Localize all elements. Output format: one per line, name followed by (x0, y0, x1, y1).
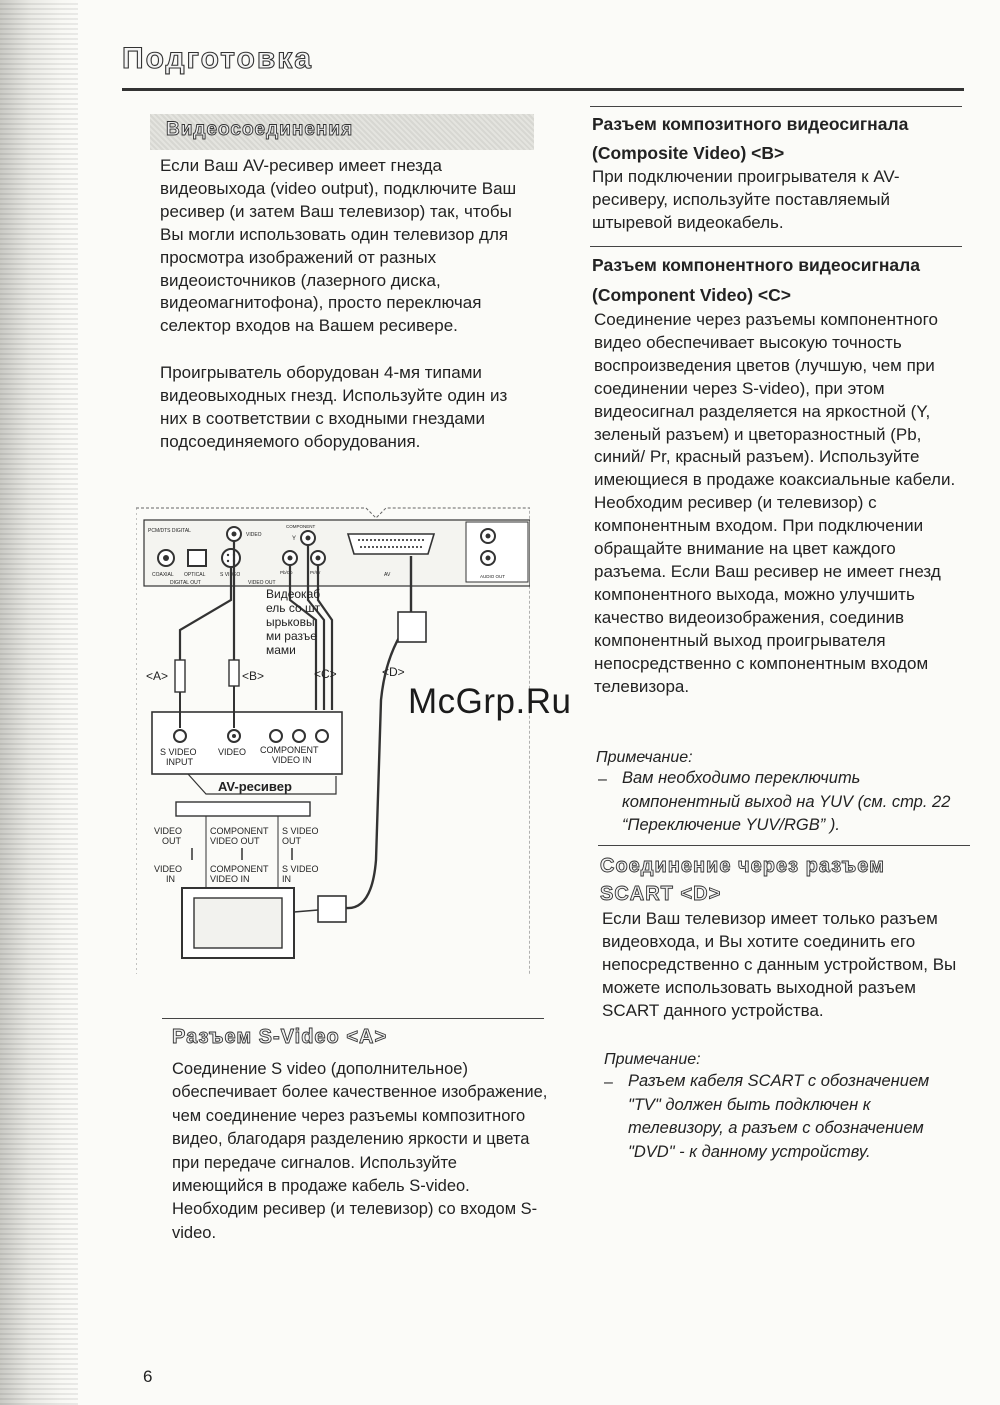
video-connections-heading: Видеосоединения (166, 119, 354, 140)
receiver-title: AV-ресивер (218, 779, 292, 794)
component-note-label: Примечание: (596, 749, 693, 766)
cable-note-line: ырьковы (266, 615, 315, 629)
connector-b-label: <B> (242, 669, 265, 683)
out-component-label: VIDEO OUT (210, 836, 260, 846)
label-pb: Pb/Cb (280, 570, 293, 575)
receiver-svideo-label: S VIDEO (160, 747, 197, 757)
page-title: Подготовка (122, 42, 313, 75)
scan-edge-shading (0, 0, 78, 1405)
label-coaxial: COAXIAL (152, 572, 174, 578)
in-svideo-label: IN (282, 874, 291, 884)
receiver-component-label: COMPONENT (260, 745, 319, 755)
out-svideo-label: S VIDEO (282, 826, 319, 836)
label-digital-out: DIGITAL OUT (170, 580, 201, 586)
in-component-label: COMPONENT (210, 864, 269, 874)
scart-socket (348, 534, 434, 554)
component-heading-line: Разъем компонентного видеосигнала (592, 255, 920, 275)
page-number: 6 (143, 1367, 153, 1386)
composite-heading-line: (Composite Video) <B> (592, 143, 785, 163)
label-y: Y (292, 536, 297, 542)
svideo-text: Соединение S video (дополнительное) обеспечивает более качественное изображение, чем соединение через разъемы композитного видео, благодаря разделению яркости и цвета при передаче сигналов. Используйте имеющийся в продаже кабель S-video. Необходим ресивер (и телевизор) со входом S-video. (172, 1060, 548, 1242)
watermark: McGrp.Ru (408, 682, 572, 721)
cable-note-line: ми разъе (266, 629, 317, 643)
optical-jack (188, 550, 206, 566)
label-video-out: VIDEO OUT (248, 580, 276, 586)
receiver-component-label: VIDEO IN (272, 755, 312, 765)
label-component: COMPONENT (286, 524, 316, 529)
out-component-label: COMPONENT (210, 826, 269, 836)
label-av: AV (384, 572, 391, 578)
scart-note-text: Разъем кабеля SCART с обозначением "TV" должен быть подключен к телевизору, а разъем с обозначением "DVD" - к данному устройству. (628, 1072, 930, 1161)
connector-c-label: <C> (314, 667, 337, 681)
scart-note-label: Примечание: (604, 1051, 701, 1068)
in-svideo-label: S VIDEO (282, 864, 319, 874)
composite-heading-line: Разъем композитного видеосигнала (592, 114, 909, 134)
scart-heading-line: SCART <D> (600, 883, 722, 905)
label-pcm: PCM/DTS DIGITAL (148, 528, 191, 534)
scart-plug-top (398, 612, 426, 642)
connector-a-label: <A> (146, 669, 169, 683)
label-optical: OPTICAL (184, 572, 206, 578)
composite-text: При подключении проигрывателя к AV-ресиверу, используйте поставляемый штыревой видеокабель. (592, 167, 900, 232)
video-connections-intro: Если Ваш AV-ресивер имеет гнезда видеовыхода (video output), подключите Ваш ресивер (и затем Ваш телевизор) так, чтобы Вы могли использовать один телевизор для просмотра изображений от разных видеоисточников (лазерного диска, видеомагнитофона), просто переключая селектор входов на Вашем ресивере. (160, 156, 517, 336)
label-video: VIDEO (246, 532, 262, 538)
title-rule (122, 88, 964, 91)
out-video-label: OUT (162, 836, 181, 846)
svideo-jack (222, 549, 240, 567)
label-audio-out: AUDIO OUT (480, 574, 506, 579)
scart-rule (598, 845, 970, 846)
svideo-heading: Разъем S-Video <A> (172, 1026, 388, 1048)
cable-note-line: мами (266, 643, 296, 657)
component-text: Соединение через разъемы компонентного видео обеспечивает высокую точность воспроизведения цветов (лучшую, чем при соединении через S-video), при этом видеосигнал разделяется на яркостной (Y, зеленый разъем) и цветоразностный (Pb, синий/ Pr, красный разъем). Используйте имеющиеся в продаже коаксиальные кабели. Необходим ресивер (и телевизор) с компонентным входом. При подключении обращайте внимание на цвет каждого разъема. Если Ваш ресивер не имеет гнезд компонентного выхода, можно улучшить качество видеоизображения, соединив компонентный выход проигрывателя непосредственно с компонентным входом телевизора. (594, 310, 956, 696)
component-heading-line: (Component Video) <C> (592, 285, 791, 305)
video-connections-types: Проигрыватель оборудован 4-мя типами видеовыходных гнезд. Используйте один из них в соответствии с входными гнездами подсоединяемого оборудования. (160, 363, 508, 451)
connection-diagram (136, 500, 530, 978)
component-note-dash: – (598, 771, 607, 788)
cable-note-line: Видеокаб (266, 587, 321, 601)
receiver-svideo-label: INPUT (166, 757, 193, 767)
svideo-rule (162, 1018, 544, 1019)
scart-plug-bottom (318, 896, 346, 922)
component-note-text: Вам необходимо переключить компонентный выход на YUV (см. стр. 22 “Переключение YUV/RGB” ). (622, 769, 951, 834)
out-svideo-label: OUT (282, 836, 301, 846)
scart-text: Если Ваш телевизор имеет только разъем видеовхода, и Вы хотите соединить его непосредственно с данным устройством, Вы можете использовать выходной разъем SCART данного устройства. (602, 909, 957, 1020)
scart-heading-line: Соединение через разъем (600, 855, 885, 877)
in-video-label: IN (166, 874, 175, 884)
label-pr: Pr/Cr (310, 570, 321, 575)
connector-d-label: <D> (382, 665, 405, 679)
in-component-label: VIDEO IN (210, 874, 250, 884)
component-rule (590, 246, 962, 247)
scart-note-dash: – (604, 1074, 613, 1091)
cable-note-line: ель со шт (266, 601, 321, 615)
receiver-video-label: VIDEO (218, 747, 247, 757)
label-svideo: S VIDEO (220, 572, 241, 578)
composite-rule (590, 106, 962, 107)
out-video-label: VIDEO (154, 826, 183, 836)
in-video-label: VIDEO (154, 864, 183, 874)
